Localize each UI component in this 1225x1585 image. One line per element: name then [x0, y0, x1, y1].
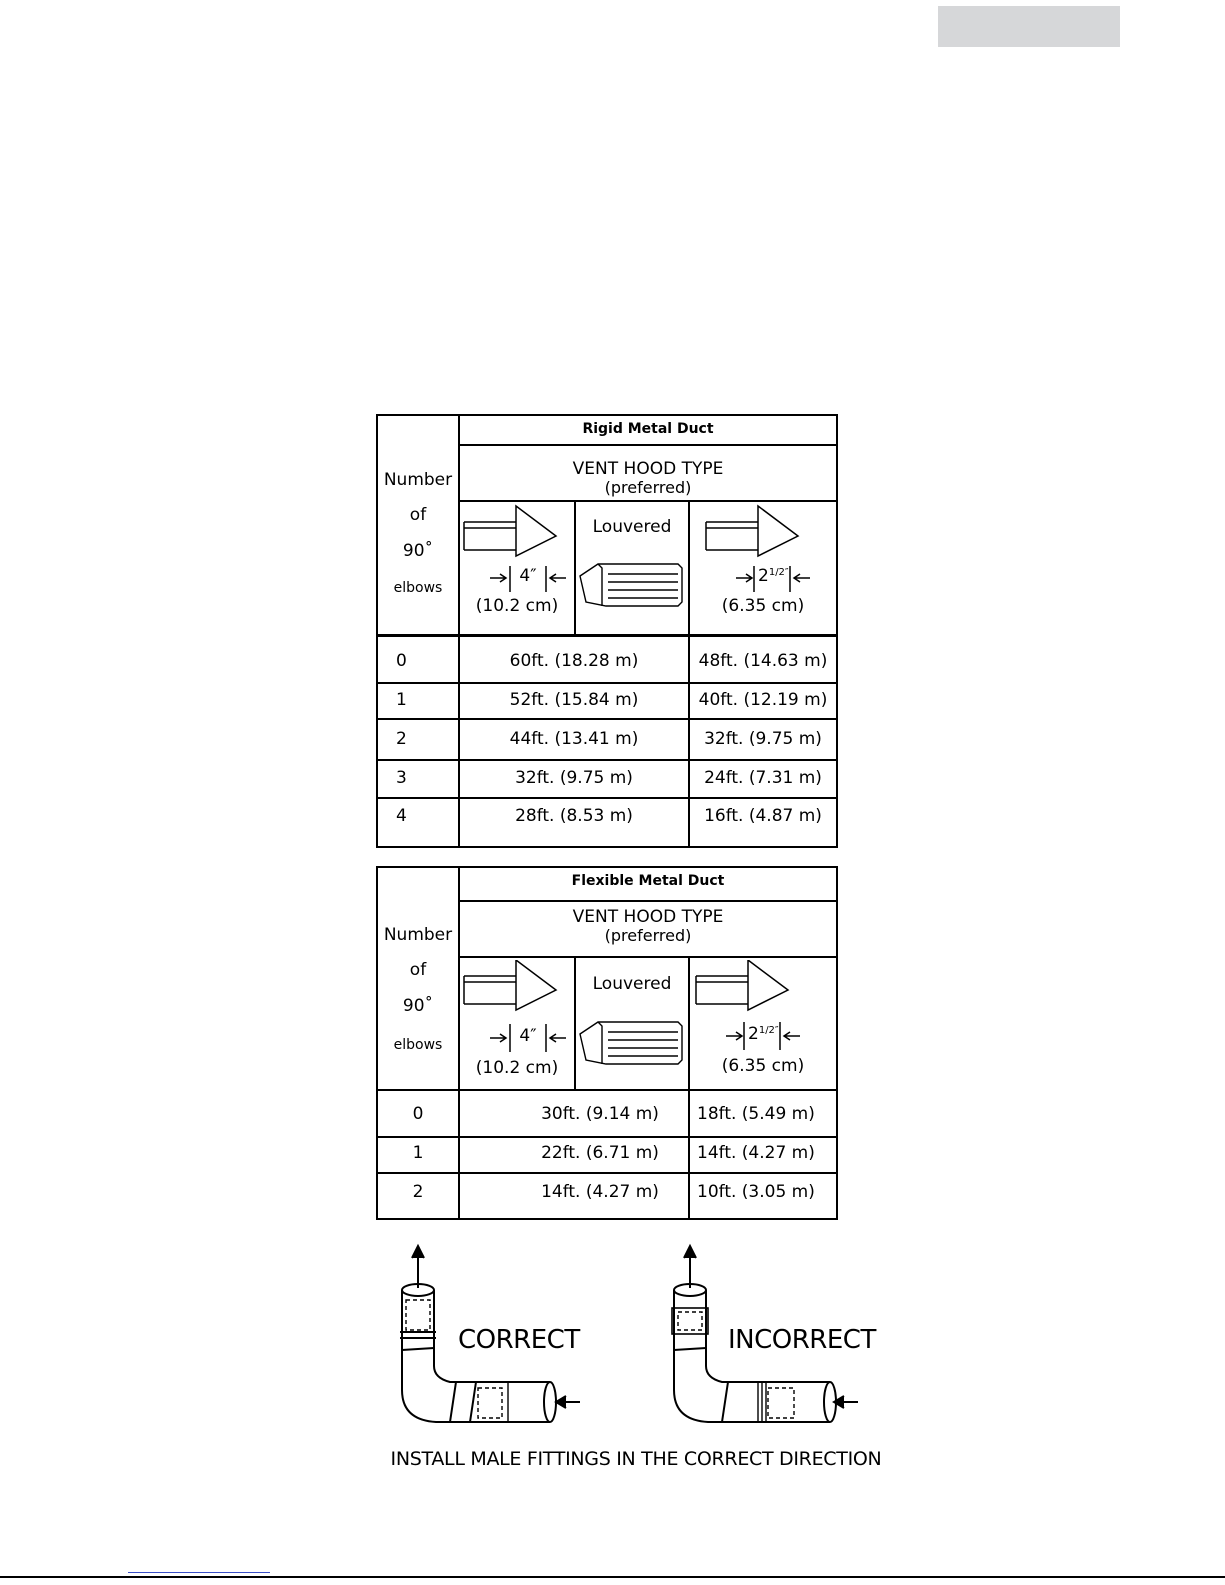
rigid-row-2-b: 32ft. (9.75 m) [704, 729, 822, 749]
rigid-row-0-a: 60ft. (18.28 m) [509, 651, 639, 671]
flexible-row-0-a: 30ft. (9.14 m) [541, 1104, 659, 1124]
flexible-row-1-b: 14ft. (4.27 m) [697, 1143, 815, 1163]
rigid-row-3-b: 24ft. (7.31 m) [704, 768, 822, 788]
flexible-elbows-label-of: of [409, 960, 427, 980]
flexible-table-title: Flexible Metal Duct [571, 873, 725, 889]
flexible-col1-size: 4″ [519, 1026, 537, 1046]
flexible-row-1-elbows: 1 [412, 1143, 424, 1163]
footer-link-underline [128, 1572, 270, 1573]
footer-rule [0, 1576, 1225, 1578]
rigid-row-1-a: 52ft. (15.84 m) [509, 690, 639, 710]
flexible-col1-metric: (10.2 cm) [475, 1058, 559, 1078]
rigid-row-2-elbows: 2 [396, 729, 407, 749]
rigid-row-4-a: 28ft. (8.53 m) [515, 806, 633, 826]
flexible-col3-metric: (6.35 cm) [721, 1056, 805, 1076]
rigid-row-0-elbows: 0 [396, 651, 407, 671]
flexible-col3-size: $2^{1/2''}$ [748, 1024, 779, 1044]
flexible-vent-hood-type: VENT HOOD TYPE [572, 907, 724, 927]
rigid-row-1-b: 40ft. (12.19 m) [698, 690, 828, 710]
rigid-col3-size: $2^{1/2''}$ [758, 566, 789, 586]
correct-label: CORRECT [458, 1325, 580, 1355]
flexible-row-1-a: 22ft. (6.71 m) [541, 1143, 659, 1163]
flexible-elbows-label-elbows: elbows [393, 1037, 443, 1053]
flexible-row-0-b: 18ft. (5.49 m) [697, 1104, 815, 1124]
rigid-elbows-label-of: of [409, 505, 427, 525]
rigid-col3-metric: (6.35 cm) [721, 596, 805, 616]
flexible-col2-louvered: Louvered [592, 974, 672, 994]
fittings-caption: INSTALL MALE FITTINGS IN THE CORRECT DIRECTION [390, 1448, 882, 1470]
rigid-elbows-label-elbows: elbows [393, 580, 443, 596]
flexible-elbows-label-number: Number [383, 925, 453, 945]
flexible-row-0-elbows: 0 [412, 1104, 424, 1124]
rigid-table-title: Rigid Metal Duct [582, 421, 714, 437]
rigid-vent-hood-type: VENT HOOD TYPE [572, 459, 724, 479]
rigid-row-3-a: 32ft. (9.75 m) [515, 768, 633, 788]
flexible-row-2-a: 14ft. (4.27 m) [541, 1182, 659, 1202]
incorrect-label: INCORRECT [728, 1325, 876, 1355]
rigid-col1-metric: (10.2 cm) [475, 596, 559, 616]
rigid-row-4-elbows: 4 [396, 806, 407, 826]
flexible-row-2-b: 10ft. (3.05 m) [697, 1182, 815, 1202]
rigid-row-2-a: 44ft. (13.41 m) [509, 729, 639, 749]
flexible-louvered-vent-icon [578, 1016, 686, 1076]
rigid-louvered-vent-icon [578, 558, 686, 618]
rigid-row-4-b: 16ft. (4.87 m) [704, 806, 822, 826]
rigid-col1-size: 4″ [519, 566, 537, 586]
page-tab-marker [938, 6, 1120, 47]
rigid-elbows-label-degrees: 90˚ [402, 541, 434, 561]
rigid-row-3-elbows: 3 [396, 768, 407, 788]
flexible-elbows-label-degrees: 90˚ [402, 996, 434, 1016]
rigid-row-0-b: 48ft. (14.63 m) [698, 651, 828, 671]
rigid-preferred: (preferred) [604, 478, 692, 497]
flexible-preferred: (preferred) [604, 926, 692, 945]
rigid-row-1-elbows: 1 [396, 690, 407, 710]
rigid-elbows-label-number: Number [383, 470, 453, 490]
rigid-col2-louvered: Louvered [592, 517, 672, 537]
flexible-row-2-elbows: 2 [412, 1182, 424, 1202]
